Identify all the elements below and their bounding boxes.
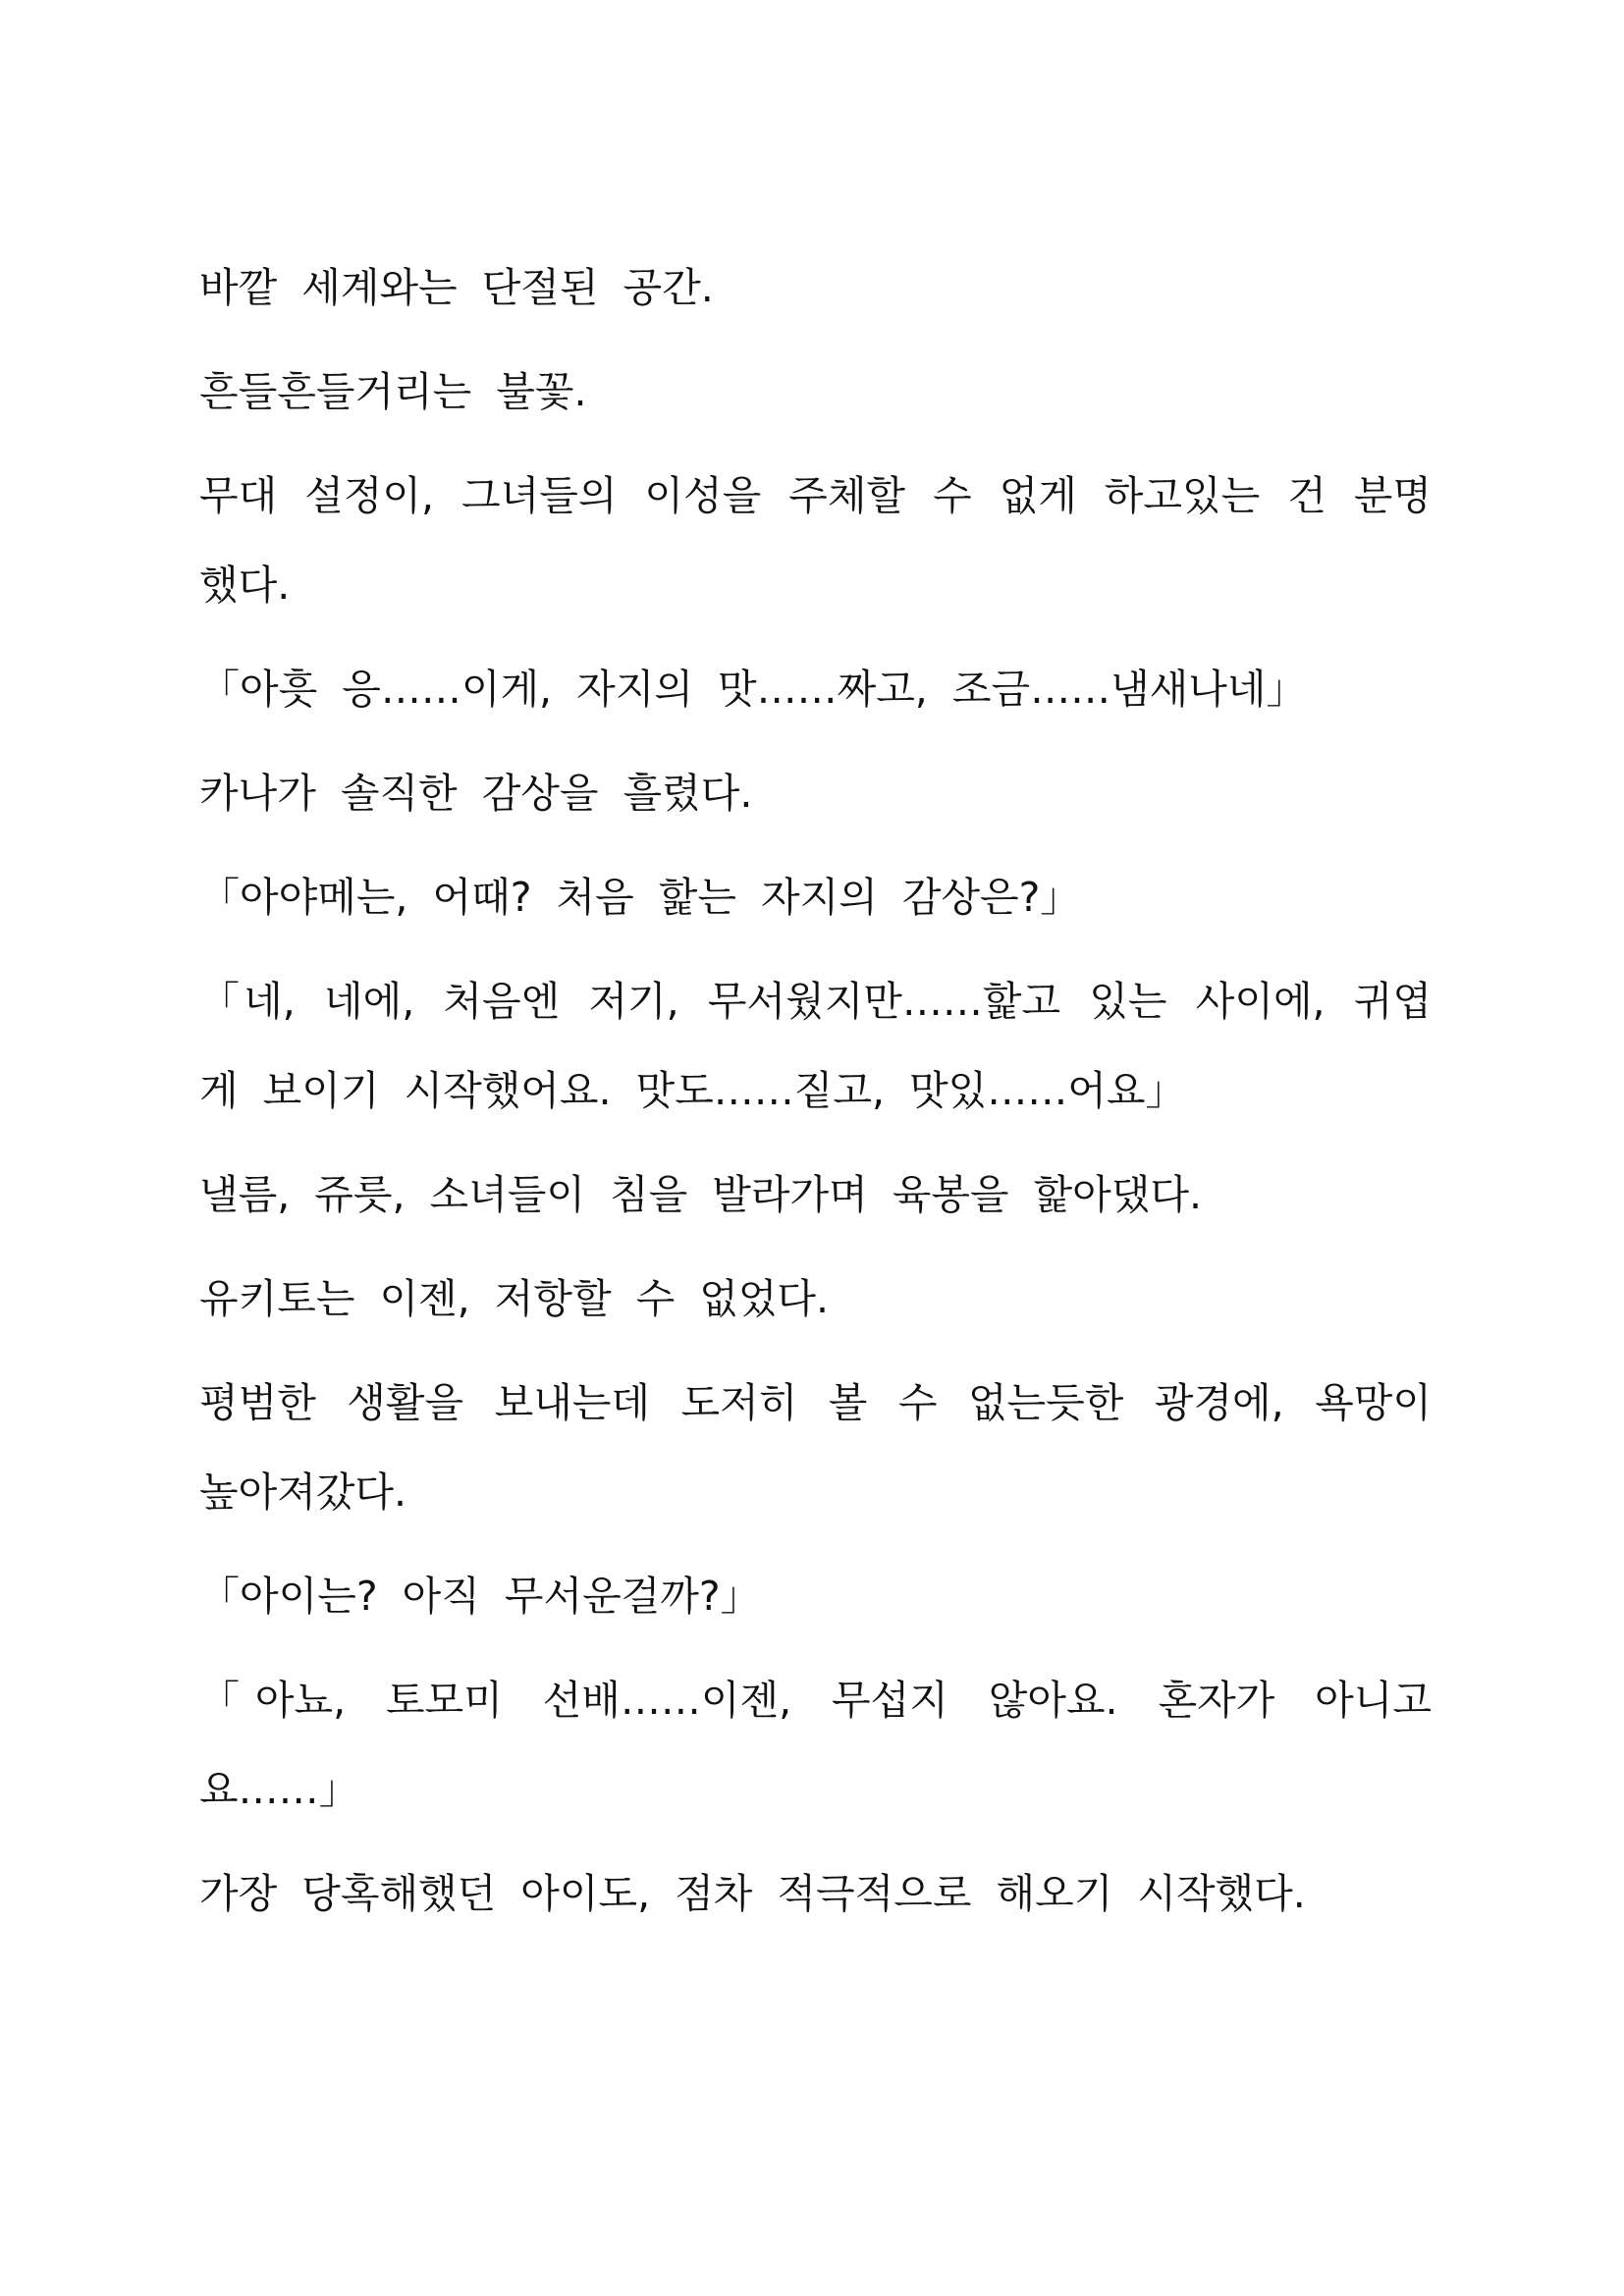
paragraph: 무대 설정이, 그녀들의 이성을 주체할 수 없게 하고있는 건 분명했다. <box>199 472 1432 609</box>
paragraph: 「아야메는, 어때? 처음 핥는 자지의 감상은?」 <box>199 874 1081 921</box>
body-text <box>199 243 1432 1953</box>
paragraph: 가장 당혹해했던 아이도, 점차 적극적으로 해오기 시작했다. <box>199 1870 1306 1917</box>
paragraph: 「아뇨, 토모미 선배……이젠, 무섭지 않아요. 혼자가 아니고요……」 <box>199 1677 1432 1813</box>
paragraph: 평범한 생활을 보내는데 도저히 볼 수 없는듯한 광경에, 욕망이 높아져갔다. <box>199 1379 1432 1516</box>
paragraph: 흔들흔들거리는 불꽃. <box>199 368 587 415</box>
paragraph: 카나가 솔직한 감상을 흘렸다. <box>199 770 753 817</box>
paragraph: 유키토는 이젠, 저항할 수 없었다. <box>199 1275 830 1322</box>
paragraph: 「네, 네에, 처음엔 저기, 무서웠지만……핥고 있는 사이에, 귀엽게 보이기 시작했어요. 맛도……짙고, 맛있……어요」 <box>199 978 1432 1114</box>
paragraph: 바깥 세계와는 단절된 공간. <box>199 264 714 311</box>
paragraph: 「아흣 응……이게, 자지의 맛……짜고, 조금……냄새나네」 <box>199 666 1307 713</box>
paragraph: 「아이는? 아직 무서운걸까?」 <box>199 1573 761 1620</box>
paragraph: 낼름, 쥬릇, 소녀들이 침을 발라가며 육봉을 핥아댔다. <box>199 1171 1203 1218</box>
